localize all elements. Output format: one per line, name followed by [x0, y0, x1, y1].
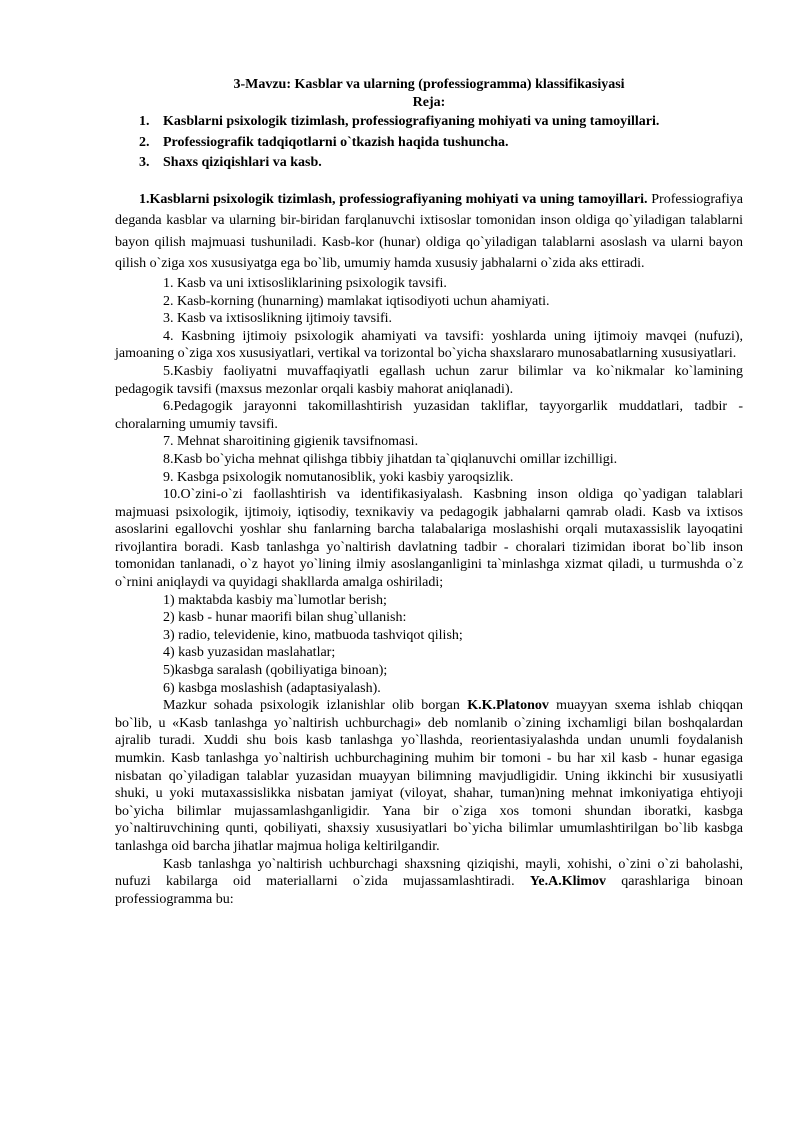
paragraph-text: Mazkur sohada psixologik izlanishlar olib borgan — [163, 698, 468, 714]
paragraph-text: Kasb tanlashga yo`naltirish uchburchagi shaxsning qiziqishi, mayli, xohishi, o`zini o`zi baholashi, nufuzi kabilarga oid materiallarni o`zida mujassamlashtiradi. — [115, 856, 743, 890]
plan-item-number: 1. — [139, 114, 150, 130]
paragraph-text: muayyan sxema ishlab chiqqan bo`lib, u «Kasb tanlashga yo`naltirish uchburchagi» deb nomlanib o`zining ixchamligi bilan boshqalardan ajralib turadi. Xuddi shu bois kasb tanlashga yo`llashda, reorientasiyalashda undan unumli foydalanish mumkin. Kasb tanlashga yo`naltirish uchburchagining muhim bir tomoni - bu har xil kasb - hunar egasiga nisbatan qo`yiladigan talablar yuzasidan muayyan bilimning mavjudligidir. Uning ikkinchi bir xususiyatli shuki, u yoki mutaxassislikka nisbatan jamiyat (viloyat, shahar, tuman)ning mehnat imkoniyatiga ehtiyoji bo`yicha bilimlar mujassamlashganligidir. Yana bir o`ziga xos tomoni shundan iboratki, kasbga yo`naltiruvchining qunti, qobiliyati, shaxsiy xususiyatlari bo`yicha bilimlar umumlashtirilgan bo`lib kasbga tanlashga oid barcha jihatlar majmua holiga keltirilgandir. — [115, 698, 743, 854]
section1-paragraph — [115, 189, 743, 275]
form-item: 2) kasb - hunar maorifi bilan shug`ullanish: — [163, 610, 407, 626]
list-item: 7. Mehnat sharoitining gigienik tavsifnomasi. — [163, 434, 419, 450]
paragraph-text: qarashlariga binoan professiogramma bu: — [115, 874, 743, 907]
form-item: 5)kasbga saralash (qobiliyatiga binoan); — [163, 663, 388, 679]
plan-item-number: 3. — [139, 155, 150, 171]
platonov-paragraph — [115, 697, 743, 855]
plan-item — [139, 154, 743, 172]
plan-item-text: Shaxs qiziqishlari va kasb. — [163, 155, 322, 171]
plan-item-number: 2. — [139, 134, 150, 150]
plan-heading: Reja: — [412, 94, 446, 110]
list-item: 9. Kasbga psixologik nomutanosiblik, yoki kasbiy yaroqsizlik. — [163, 469, 514, 485]
list-item: 3. Kasb va ixtisoslikning ijtimoiy tavsifi. — [163, 311, 393, 327]
plan-item — [139, 134, 743, 152]
plan-list — [115, 113, 743, 172]
form-item: 6) kasbga moslashish (adaptasiyalash). — [163, 680, 381, 696]
author-name: Ye.A.Klimov — [529, 874, 607, 890]
list-item: 8.Kasb bo`yicha mehnat qilishga tibbiy jihatdan ta`qiqlanuvchi omillar izchilligi. — [163, 451, 618, 467]
klimov-paragraph — [115, 856, 743, 909]
section1-heading: 1.Kasblarni psixologik tizimlash, professiografiyaning mohiyati va uning tamoyillari. — [139, 191, 648, 207]
plan-item-text: Professiografik tadqiqotlarni o`tkazish haqida tushuncha. — [163, 134, 509, 150]
list-item: 6.Pedagogik jarayonni takomillashtirish yuzasidan takliflar, tayyorgarlik muddatlari, tadbir - choralarning umumiy tavsifi. — [115, 399, 743, 432]
list-item: 2. Kasb-korning (hunarning) mamlakat iqtisodiyoti uchun ahamiyati. — [163, 293, 550, 309]
list-item: 10.O`zini-o`zi faollashtirish va identifikasiyalash. Kasbning inson oldiga qo`yadigan talablari majmuasi psixologik, ijtimoiy, iqtisodiy, texnikaviy va pedagogik jabhalarni qamrab oladi. Kasb va ixtisos asoslarini egallovchi yoshlar shu fanlarning barcha talabalariga moslashishi orqali mutaxassislik layoqatini rivojlantira boradi. Kasb tanlashga yo`naltirish davlatning tadbir - choralari tizimidan iborat bo`lib inson tomonidan tanlanadi, o`z hayot yo`lining ilmiy asoslanganligini ta`minlashga xizmat qiladi, u turmushda o`z o`rnini aniqlaydi va quyidagi shakllarda amalga oshiriladi; — [115, 487, 743, 591]
plan-item-text: Kasblarni psixologik tizimlash, professiografiyaning mohiyati va uning tamoyillari. — [163, 114, 660, 130]
list-item: 5.Kasbiy faoliyatni muvaffaqiyatli egallash uchun zarur bilimlar va ko`nikmalar ko`lamining pedagogik tavsifi (maxsus mezonlar orqali kasbiy mahorat aniqlanadi). — [115, 363, 743, 397]
list-item: 1. Kasb va uni ixtisosliklarining psixologik tavsifi. — [163, 275, 447, 291]
form-item: 3) radio, televidenie, kino, matbuoda tashviqot qilish; — [163, 627, 463, 643]
author-name: K.K.Platonov — [467, 698, 549, 714]
form-item: 1) maktabda kasbiy ma`lumotlar berish; — [163, 592, 387, 608]
document-title: 3-Mavzu: Kasblar va ularning (professiogramma) klassifikasiyasi — [233, 77, 625, 92]
list-item: 4. Kasbning ijtimoiy psixologik ahamiyati va tavsifi: yoshlarda uning ijtimoiy mavqei (nufuzi), jamoaning o`ziga xos xususiyatlari, vertikal va torizontal bo`yicha shaxslararo munosabatlarning xususiyatlari. — [115, 328, 743, 362]
plan-item — [139, 113, 743, 131]
form-item: 4) kasb yuzasidan maslahatlar; — [163, 645, 336, 661]
section1-intro: Professiografiya deganda kasblar va ularning bir-biridan farqlanuvchi ixtisoslar tomonidan inson oldiga qo`yiladigan talablarni bayon qilish majmuasi tushuniladi. Kasb-kor (hunar) oldiga qo`yiladigan talablarni asoslash va ularni bayon qilish o`ziga xos xususiyatga ega bo`lib, umumiy hamda xususiy jabhalarni o`zida aks ettiradi. — [115, 191, 743, 272]
